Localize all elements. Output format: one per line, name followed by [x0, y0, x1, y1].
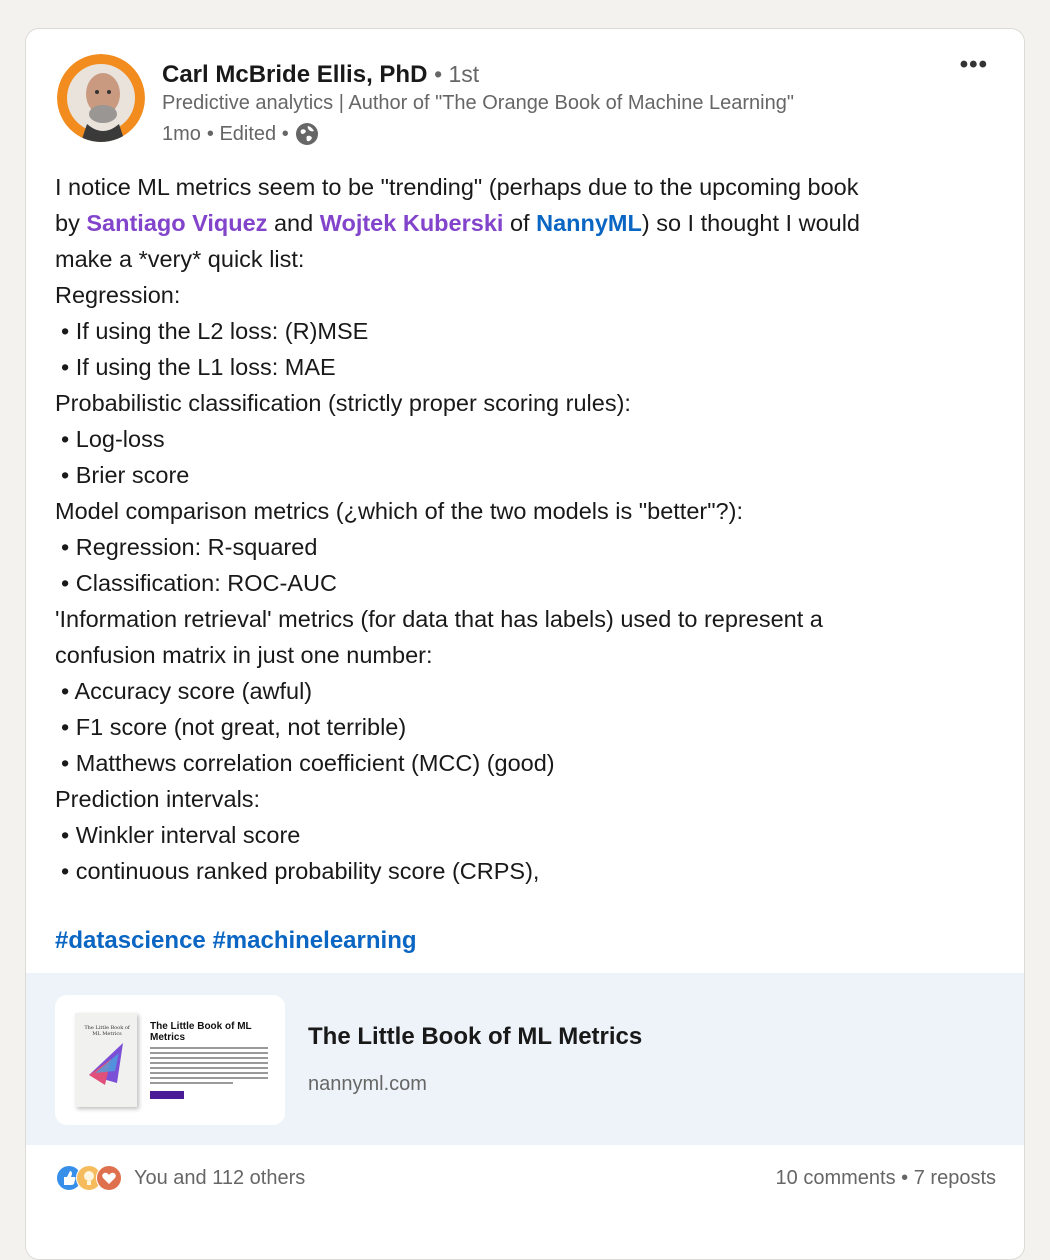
author-avatar[interactable] [57, 54, 145, 142]
count-separator: • [901, 1167, 909, 1189]
edited-label: • Edited • [206, 122, 289, 145]
post-line: Regression: [55, 282, 181, 308]
post-bullet: • If using the L2 loss: (R)MSE [61, 318, 369, 344]
connection-degree: • 1st [434, 61, 480, 87]
comments-count[interactable]: 10 comments [775, 1167, 896, 1189]
post-text: ) so I thought I would [641, 210, 860, 236]
reactions-count[interactable]: You and 112 others [134, 1167, 306, 1189]
post-line: Model comparison metrics (¿which of the two models is "better"?): [55, 498, 743, 524]
post-line: I notice ML metrics seem to be "trending" (perhaps due to the upcoming book [55, 174, 859, 200]
post-bullet: • Matthews correlation coefficient (MCC) (good) [61, 750, 555, 776]
post-line: 'Information retrieval' metrics (for data that has labels) used to represent a [55, 606, 823, 632]
post-card [25, 28, 1025, 1260]
thumbnail-heading: The Little Book of ML Metrics [150, 1021, 252, 1043]
post-bullet: • continuous ranked probability score (CRPS), [61, 858, 540, 884]
mention-nannyml[interactable]: NannyML [536, 210, 642, 236]
link-preview-domain: nannyml.com [308, 1073, 427, 1095]
mention-santiago-viquez[interactable]: Santiago Viquez [86, 210, 268, 236]
reposts-count[interactable]: 7 reposts [913, 1167, 996, 1189]
post-body [55, 169, 995, 889]
post-line: confusion matrix in just one number: [55, 642, 433, 668]
author-name[interactable]: Carl McBride Ellis, PhD [162, 61, 428, 88]
post-bullet: • If using the L1 loss: MAE [61, 354, 336, 380]
post-text: by [55, 210, 87, 236]
book-cover-title: The Little Book of ML Metrics [84, 1025, 130, 1037]
post-bullet: • F1 score (not great, not terrible) [61, 714, 407, 740]
social-counts [26, 1145, 1024, 1207]
hashtags [55, 923, 417, 959]
link-preview-title[interactable]: The Little Book of ML Metrics [308, 1023, 643, 1050]
post-text: and [267, 210, 320, 236]
more-options-icon[interactable]: ••• [959, 51, 988, 78]
post-time[interactable]: 1mo [162, 122, 201, 145]
post-line: Probabilistic classification (strictly proper scoring rules): [55, 390, 631, 416]
post-bullet: • Regression: R-squared [61, 534, 318, 560]
post-text: of [503, 210, 537, 236]
book-cover-art [75, 1013, 137, 1107]
link-preview[interactable] [26, 973, 1024, 1145]
post-bullet: • Classification: ROC-AUC [61, 570, 337, 596]
avatar-photo [57, 54, 145, 142]
post-bullet: • Brier score [61, 462, 190, 488]
post-bullet: • Accuracy score (awful) [61, 678, 313, 704]
post-line: make a *very* quick list: [55, 246, 305, 272]
post-line: Prediction intervals: [55, 786, 261, 812]
reaction-icons[interactable] [56, 1165, 128, 1191]
thumbnail-button [150, 1091, 184, 1099]
book-cover-image [75, 1013, 137, 1107]
author-name-row [162, 59, 479, 90]
post-bullet: • Winkler interval score [61, 822, 301, 848]
love-reaction-icon [96, 1165, 122, 1191]
globe-icon [295, 122, 319, 146]
link-preview-thumbnail[interactable] [55, 995, 285, 1125]
engagement-counts [776, 1167, 996, 1190]
hashtag-datascience[interactable]: #datascience [55, 927, 206, 954]
author-headline: Predictive analytics | Author of "The Orange Book of Machine Learning" [162, 92, 794, 114]
post-line [55, 205, 995, 241]
post-meta [162, 122, 319, 146]
hashtag-machinelearning[interactable]: #machinelearning [212, 927, 417, 954]
mention-wojtek-kuberski[interactable]: Wojtek Kuberski [319, 210, 504, 236]
thumbnail-text-lines [150, 1047, 268, 1087]
post-bullet: • Log-loss [61, 426, 165, 452]
